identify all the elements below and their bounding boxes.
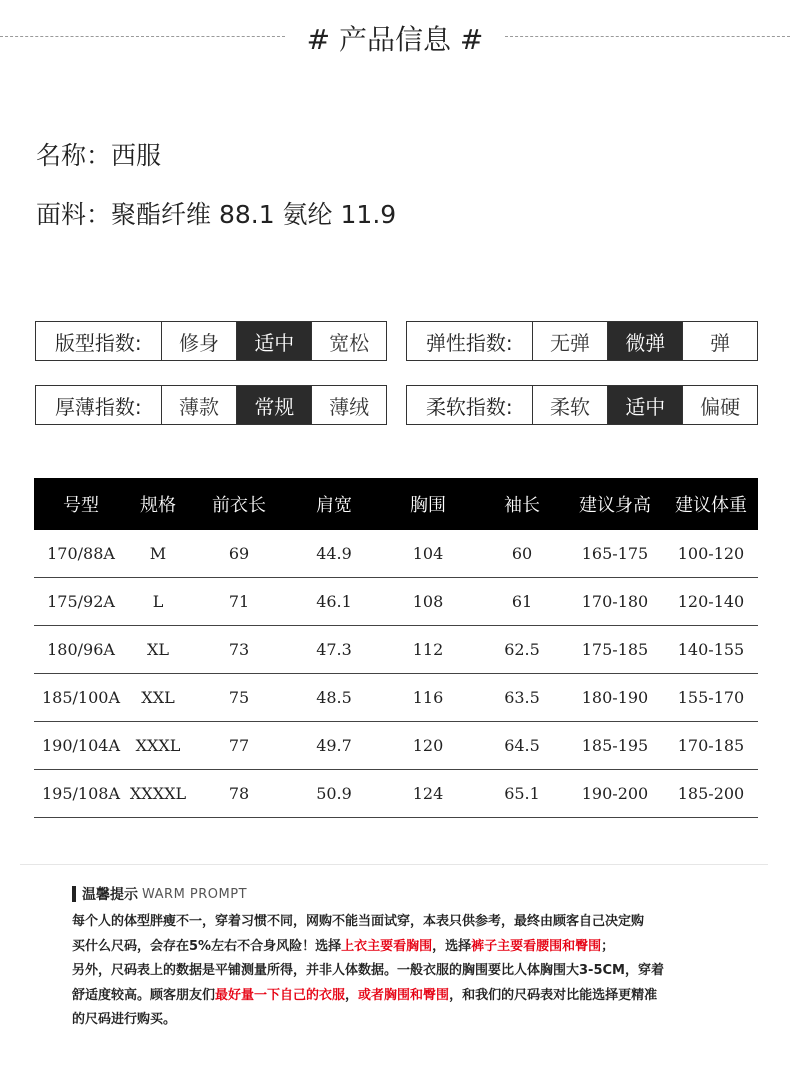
header-cell: 建议体重 xyxy=(675,495,747,516)
warm-prompt-heading xyxy=(72,884,247,904)
table-cell: 73 xyxy=(228,640,250,659)
product-name: 名称：西服 xyxy=(36,141,162,170)
prompt-text: 买什么尺码，会存在5%左右不合身风险！选择 xyxy=(72,938,342,954)
table-cell: 155-170 xyxy=(677,688,745,707)
header-dashed-line-right xyxy=(505,36,790,37)
table-cell: 64.5 xyxy=(504,736,540,755)
header-cell: 袖长 xyxy=(504,495,540,516)
product-fabric: 面料：聚酯纤维 88.1 氨纶 11.9 xyxy=(36,200,397,229)
table-cell: 100-120 xyxy=(677,544,745,563)
warm-prompt-title: 温馨提示 xyxy=(82,887,138,903)
header-cell: 前衣长 xyxy=(212,495,266,516)
table-row xyxy=(34,722,758,770)
table-cell: 48.5 xyxy=(316,688,352,707)
section-header xyxy=(0,12,790,64)
table-cell: 50.9 xyxy=(316,784,352,803)
table-cell: L xyxy=(152,592,164,611)
table-row xyxy=(34,578,758,626)
table-cell: 185-200 xyxy=(677,784,745,803)
prompt-text: ； xyxy=(601,938,615,954)
table-cell: 170-180 xyxy=(581,592,649,611)
elasticity-option-slight: 微弹 xyxy=(607,322,682,360)
elasticity-option-none: 无弹 xyxy=(550,330,591,355)
table-cell: 46.1 xyxy=(316,592,352,611)
table-cell: 140-155 xyxy=(677,640,745,659)
thickness-option-regular: 常规 xyxy=(236,386,311,424)
elasticity-index-label: 弹性指数: xyxy=(407,322,533,360)
header-cell: 建议身高 xyxy=(579,495,651,516)
table-cell: XXL xyxy=(141,688,175,707)
table-row xyxy=(34,770,758,818)
prompt-line xyxy=(72,935,752,960)
table-cell: 120 xyxy=(412,736,444,755)
table-cell: 108 xyxy=(412,592,444,611)
prompt-highlight: 最好量一下自己的衣服 xyxy=(215,987,346,1003)
table-cell: XXXL xyxy=(135,736,181,755)
softness-option-medium: 适中 xyxy=(607,386,682,424)
prompt-line xyxy=(72,984,752,1009)
table-cell: 195/108A xyxy=(41,784,121,803)
thickness-index-label: 厚薄指数: xyxy=(36,386,162,424)
thickness-option-thin: 薄款 xyxy=(179,394,220,419)
table-cell: XXXXL xyxy=(129,784,187,803)
fit-index xyxy=(35,321,387,361)
table-cell: 120-140 xyxy=(677,592,745,611)
header-cell: 肩宽 xyxy=(316,495,352,516)
warm-prompt-subtitle: WARM PROMPT xyxy=(142,886,248,902)
thickness-option-fleece: 薄绒 xyxy=(311,386,386,424)
prompt-line: 另外，尺码表上的数据是平铺测量所得，并非人体数据。一般衣服的胸围要比人体胸围大3-5CM，穿着 xyxy=(72,963,664,978)
size-table xyxy=(34,478,758,818)
softness-option-soft: 柔软 xyxy=(550,394,591,419)
table-row xyxy=(34,530,758,578)
prompt-text: 舒适度较高。顾客朋友们 xyxy=(72,987,216,1003)
section-title: # 产品信息 # xyxy=(306,23,484,56)
size-table-header xyxy=(34,478,758,530)
thickness-index xyxy=(35,385,387,425)
table-cell: 190/104A xyxy=(41,736,121,755)
table-cell: 65.1 xyxy=(504,784,540,803)
table-cell: 60 xyxy=(511,544,533,563)
table-cell: 47.3 xyxy=(316,640,352,659)
table-row xyxy=(34,626,758,674)
table-cell: 71 xyxy=(228,592,250,611)
table-cell: 104 xyxy=(412,544,444,563)
table-cell: 63.5 xyxy=(504,688,540,707)
softness-option-stiff: 偏硬 xyxy=(682,386,757,424)
table-cell: 49.7 xyxy=(316,736,352,755)
table-cell: 180/96A xyxy=(47,640,115,659)
table-cell: 78 xyxy=(228,784,250,803)
table-cell: 44.9 xyxy=(316,544,352,563)
table-cell: 69 xyxy=(228,544,250,563)
table-cell: 190-200 xyxy=(581,784,649,803)
table-cell: 170-185 xyxy=(677,736,745,755)
table-row xyxy=(34,674,758,722)
table-cell: 77 xyxy=(228,736,250,755)
warm-prompt-text xyxy=(72,910,752,1033)
table-cell: 75 xyxy=(228,688,250,707)
table-cell: 185-195 xyxy=(581,736,649,755)
table-cell: 175-185 xyxy=(581,640,649,659)
prompt-line: 每个人的体型胖瘦不一，穿着习惯不同，网购不能当面试穿，本表只供参考，最终由顾客自己决定购 xyxy=(72,914,645,929)
heading-bar-icon xyxy=(72,886,76,902)
prompt-text: ，和我们的尺码表对比能选择更精准 xyxy=(449,987,658,1003)
softness-index-label: 柔软指数: xyxy=(407,386,533,424)
table-cell: 112 xyxy=(412,640,444,659)
prompt-highlight: 上衣主要看胸围 xyxy=(341,938,433,954)
table-cell: 175/92A xyxy=(47,592,115,611)
header-cell: 胸围 xyxy=(410,495,446,516)
header-cell: 号型 xyxy=(63,495,99,516)
size-table-body xyxy=(34,530,758,818)
prompt-text: ， xyxy=(345,987,359,1003)
fit-option-regular: 适中 xyxy=(236,322,311,360)
table-cell: 165-175 xyxy=(581,544,649,563)
fit-index-label: 版型指数: xyxy=(36,322,162,360)
fit-option-slim: 修身 xyxy=(179,330,220,355)
table-cell: 116 xyxy=(412,688,444,707)
table-cell: XL xyxy=(146,640,169,659)
table-cell: 185/100A xyxy=(41,688,121,707)
table-cell: 62.5 xyxy=(504,640,540,659)
header-dashed-line-left xyxy=(0,36,285,37)
fit-option-loose: 宽松 xyxy=(311,322,386,360)
header-cell: 规格 xyxy=(140,495,176,516)
table-cell: 180-190 xyxy=(581,688,649,707)
table-cell: M xyxy=(149,544,167,563)
section-divider xyxy=(20,864,768,865)
prompt-text: ，选择 xyxy=(432,938,472,954)
table-cell: 124 xyxy=(412,784,444,803)
table-cell: 61 xyxy=(511,592,533,611)
elasticity-index xyxy=(406,321,758,361)
prompt-highlight: 或者胸围和臀围 xyxy=(358,987,450,1003)
prompt-line: 的尺码进行购买。 xyxy=(72,1012,177,1027)
elasticity-option-elastic: 弹 xyxy=(682,322,757,360)
table-cell: 170/88A xyxy=(47,544,115,563)
softness-index xyxy=(406,385,758,425)
prompt-highlight: 裤子主要看腰围和臀围 xyxy=(471,938,602,954)
